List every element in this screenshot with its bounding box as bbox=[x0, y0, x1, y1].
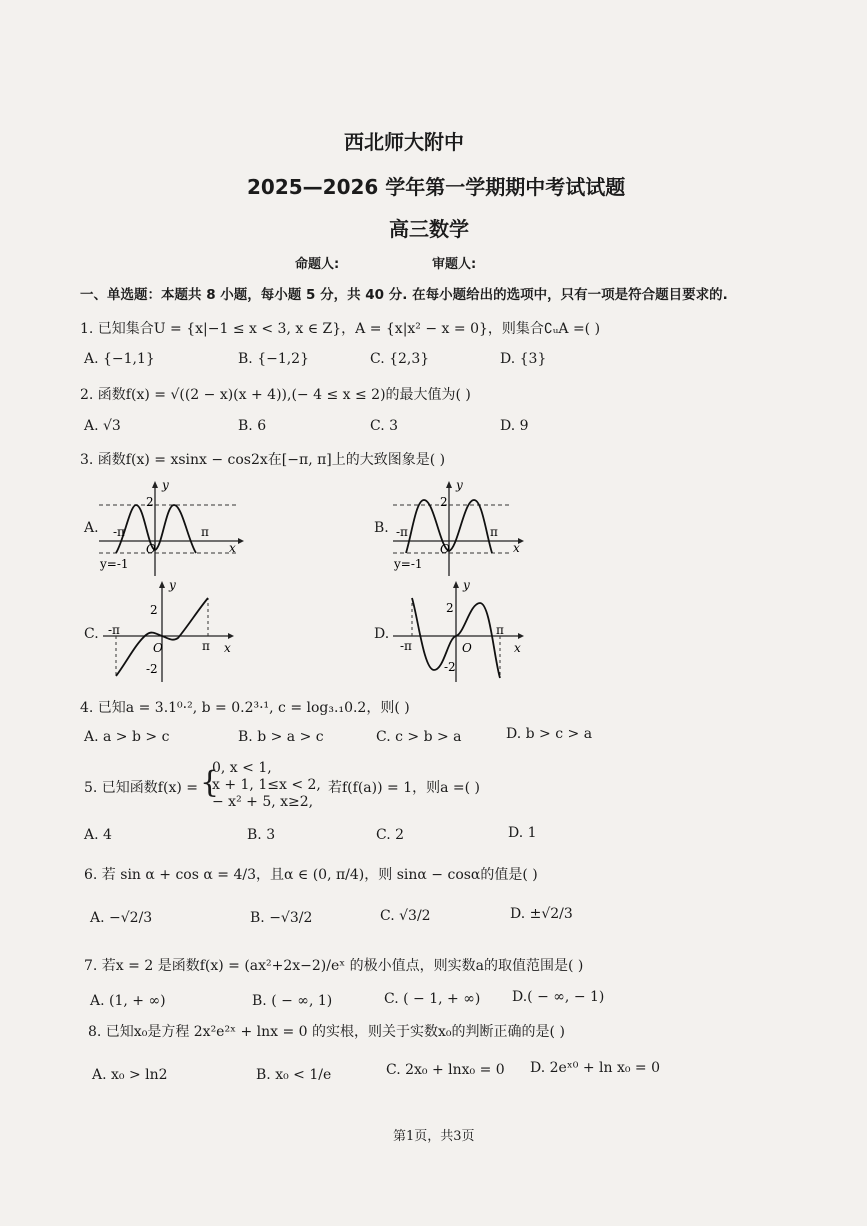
question-8-option-c: C. 2x₀ + lnx₀ = 0 bbox=[386, 1062, 505, 1078]
question-5-stem-suffix: 若f(f(a)) = 1，则a =( ) bbox=[328, 780, 480, 796]
question-5-case-2: x + 1, 1≤x < 2, bbox=[212, 777, 321, 793]
x-axis-label: x bbox=[513, 541, 520, 555]
piecewise-brace: { bbox=[200, 765, 220, 800]
question-5-option-b: B. 3 bbox=[247, 827, 276, 843]
question-4-option-b: B. b > a > c bbox=[238, 729, 324, 745]
section-heading: 一、单选题：本题共 8 小题，每小题 5 分，共 40 分. 在每小题给出的选项中，只有一项是符合题目要求的. bbox=[80, 287, 728, 303]
y-axis-label: y bbox=[169, 578, 176, 592]
y-axis-label: y bbox=[463, 578, 470, 592]
question-6-option-d: D. ±√2/3 bbox=[510, 906, 573, 922]
tick-2: 2 bbox=[150, 603, 158, 617]
origin-label: O bbox=[153, 641, 163, 655]
question-7-option-c: C. ( − 1, + ∞) bbox=[384, 991, 481, 1007]
question-7-option-a: A. (1, + ∞) bbox=[90, 993, 166, 1009]
pi-label: π bbox=[496, 623, 504, 637]
x-axis-label: x bbox=[514, 641, 521, 655]
question-8-option-b: B. x₀ < 1/e bbox=[256, 1067, 332, 1083]
question-8-stem: 8. 已知x₀是方程 2x²e²ˣ + lnx = 0 的实根，则关于实数x₀的判断正确的是( ) bbox=[88, 1024, 565, 1040]
pi-label: π bbox=[202, 639, 210, 653]
question-6-option-a: A. −√2/3 bbox=[90, 910, 153, 926]
question-1-option-c: C. {2,3} bbox=[370, 351, 430, 367]
tick-neg2: -2 bbox=[444, 660, 456, 674]
question-7-option-d: D.( − ∞, − 1) bbox=[512, 989, 605, 1005]
question-2-stem: 2. 函数f(x) = √((2 − x)(x + 4)),(− 4 ≤ x ≤ 2)的最大值为( ) bbox=[80, 387, 471, 403]
question-3-option-d: D. bbox=[374, 626, 390, 642]
graph-option-c bbox=[100, 578, 250, 688]
question-4-option-c: C. c > b > a bbox=[376, 729, 462, 745]
neg-pi-label: -π bbox=[113, 525, 125, 539]
question-6-option-b: B. −√3/2 bbox=[250, 910, 313, 926]
y-axis-label: y bbox=[162, 478, 169, 492]
question-5-case-3: − x² + 5, x≥2, bbox=[212, 794, 314, 810]
question-1-option-a: A. {−1,1} bbox=[84, 351, 155, 367]
tick-2: 2 bbox=[146, 495, 154, 509]
reviewer-label: 审题人: bbox=[432, 257, 477, 272]
question-5-option-d: D. 1 bbox=[508, 825, 537, 841]
question-1-option-b: B. {−1,2} bbox=[238, 351, 309, 367]
question-5-option-c: C. 2 bbox=[376, 827, 405, 843]
exam-title: 2025—2026 学年第一学期期中考试试题 bbox=[247, 175, 626, 199]
y-axis-label: y bbox=[456, 478, 463, 492]
pi-label: π bbox=[201, 525, 209, 539]
question-4-option-a: A. a > b > c bbox=[84, 729, 170, 745]
question-7-stem: 7. 若x = 2 是函数f(x) = (ax²+2x−2)/eˣ 的极小值点，则实数a的取值范围是( ) bbox=[84, 958, 584, 974]
page-number: 第1页，共3页 bbox=[393, 1129, 475, 1144]
question-6-stem: 6. 若 sin α + cos α = 4/3，且α ∈ (0, π/4)，则 sinα − cosα的值是( ) bbox=[84, 867, 538, 883]
question-4-option-d: D. b > c > a bbox=[506, 726, 593, 742]
question-8-option-d: D. 2eˣ⁰ + ln x₀ = 0 bbox=[530, 1060, 660, 1076]
subject-title: 高三数学 bbox=[389, 217, 469, 241]
question-5-option-a: A. 4 bbox=[84, 827, 112, 843]
question-3-option-b: B. bbox=[374, 520, 389, 536]
question-2-option-d: D. 9 bbox=[500, 418, 529, 434]
tick-2: 2 bbox=[446, 601, 454, 615]
school-name: 西北师大附中 bbox=[344, 130, 464, 154]
neg-pi-label: -π bbox=[108, 623, 120, 637]
question-3-option-a: A. bbox=[84, 520, 99, 536]
origin-label: O bbox=[462, 641, 472, 655]
graph-option-b bbox=[390, 478, 540, 578]
question-4-stem: 4. 已知a = 3.1⁰·², b = 0.2³·¹, c = log₃.₁0.2，则( ) bbox=[80, 700, 410, 716]
x-axis-label: x bbox=[224, 641, 231, 655]
tick-2: 2 bbox=[440, 495, 448, 509]
x-axis-label: x bbox=[229, 541, 236, 555]
tick-neg2: -2 bbox=[146, 662, 158, 676]
question-2-option-b: B. 6 bbox=[238, 418, 267, 434]
question-5-stem-prefix: 5. 已知函数f(x) = bbox=[84, 780, 198, 796]
question-2-option-a: A. √3 bbox=[84, 418, 121, 434]
question-3-option-c: C. bbox=[84, 626, 99, 642]
question-2-option-c: C. 3 bbox=[370, 418, 399, 434]
question-1-stem: 1. 已知集合U = {x|−1 ≤ x < 3, x ∈ Z}，A = {x|x² − x = 0}，则集合∁ᵤA =( ) bbox=[80, 321, 601, 337]
author-label: 命题人: bbox=[295, 257, 340, 272]
graph-option-d bbox=[390, 578, 540, 688]
y-neg1-label: y=-1 bbox=[100, 557, 129, 571]
question-1-option-d: D. {3} bbox=[500, 351, 547, 367]
neg-pi-label: -π bbox=[400, 639, 412, 653]
question-5-case-1: 0, x < 1, bbox=[212, 760, 272, 776]
question-3-stem: 3. 函数f(x) = xsinx − cos2x在[−π, π]上的大致图象是( ) bbox=[80, 452, 446, 468]
question-7-option-b: B. ( − ∞, 1) bbox=[252, 993, 333, 1009]
question-8-option-a: A. x₀ > ln2 bbox=[92, 1067, 168, 1083]
neg-pi-label: -π bbox=[396, 525, 408, 539]
y-neg1-label: y=-1 bbox=[394, 557, 423, 571]
pi-label: π bbox=[490, 525, 498, 539]
question-6-option-c: C. √3/2 bbox=[380, 908, 431, 924]
origin-label: O bbox=[440, 542, 450, 556]
graph-option-a bbox=[96, 478, 246, 578]
origin-label: O bbox=[146, 542, 156, 556]
